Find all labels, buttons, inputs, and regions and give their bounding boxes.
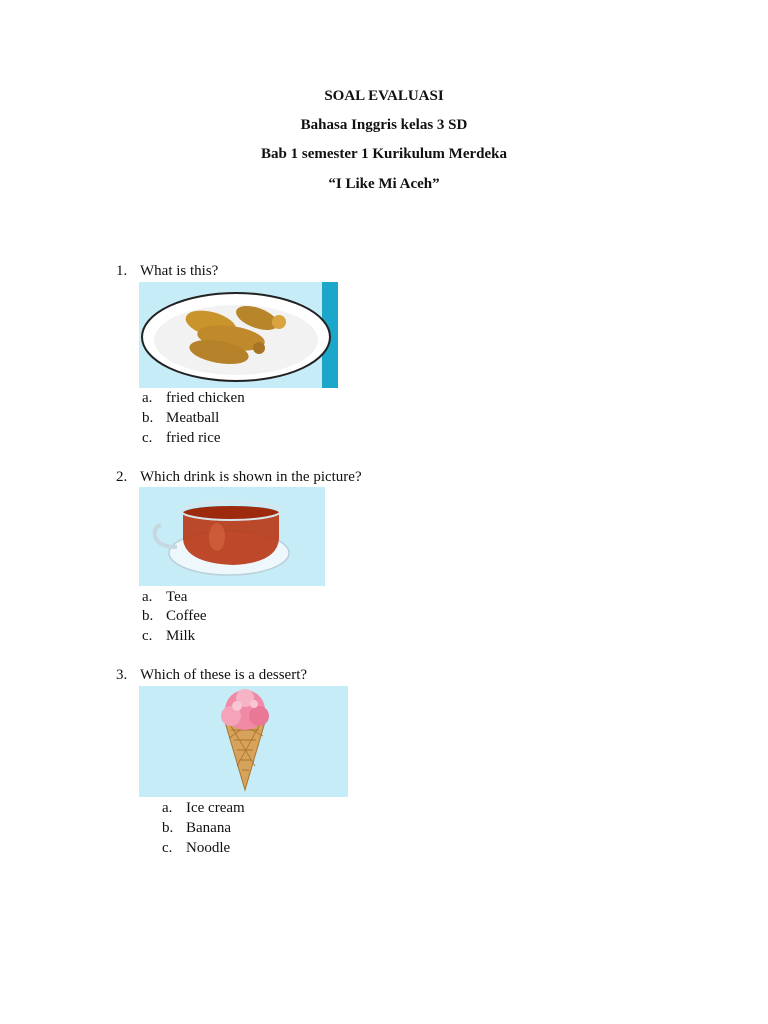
question-3-option-c[interactable] [162,840,230,857]
question-text: Which drink is shown in the picture? [140,469,362,485]
option-text: Tea [166,589,188,605]
option-text: Ice cream [186,800,245,816]
ice-cream-image [139,686,348,797]
worksheet-title: SOAL EVALUASI [324,88,444,104]
option-letter: b. [162,820,174,836]
option-letter: c. [162,840,173,856]
tea-cup-image [139,487,325,586]
option-letter: c. [142,430,153,446]
question-number: 2. [116,469,128,485]
option-text: Milk [166,628,196,644]
question-3 [116,667,307,684]
fried-chicken-icon [139,282,338,388]
question-1-option-a[interactable] [142,390,245,407]
question-3-option-b[interactable] [162,820,231,837]
question-2-option-a[interactable] [142,589,187,606]
question-text: Which of these is a dessert? [140,667,308,683]
option-text: fried chicken [166,390,245,406]
question-1-option-b[interactable] [142,410,219,427]
question-3-option-a[interactable] [162,800,245,817]
question-number: 1. [116,263,128,279]
tea-cup-icon [139,487,325,586]
question-text: What is this? [140,263,219,279]
option-letter: a. [142,589,153,605]
option-text: Banana [186,820,231,836]
option-letter: b. [142,608,154,624]
option-text: Coffee [166,608,207,624]
option-text: Meatball [166,410,220,426]
worksheet-chapter: Bab 1 semester 1 Kurikulum Merdeka [261,146,507,162]
ice-cream-icon [139,686,348,797]
worksheet-subject: Bahasa Inggris kelas 3 SD [300,117,468,133]
question-2 [116,469,362,486]
question-2-option-b[interactable] [142,608,207,625]
question-1 [116,263,218,280]
worksheet-theme: “I Like Mi Aceh” [328,176,440,192]
option-letter: b. [142,410,154,426]
question-2-option-c[interactable] [142,628,195,645]
option-text: fried rice [166,430,221,446]
option-text: Noodle [186,840,231,856]
option-letter: c. [142,628,153,644]
fried-chicken-image [139,282,338,388]
option-letter: a. [142,390,153,406]
question-number: 3. [116,667,128,683]
question-1-option-c[interactable] [142,430,221,447]
option-letter: a. [162,800,173,816]
